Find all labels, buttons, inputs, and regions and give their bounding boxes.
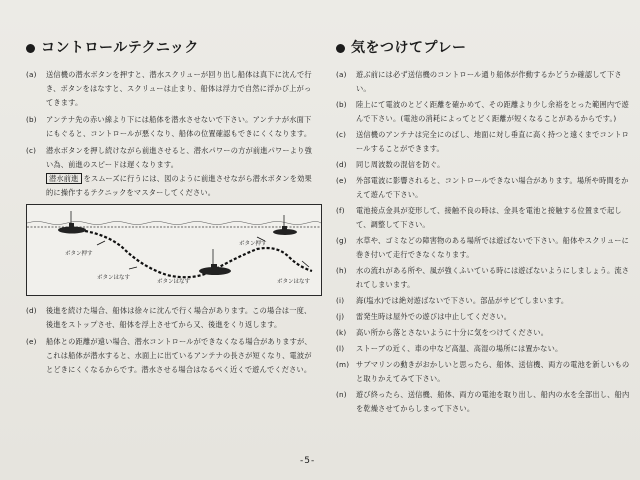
item-marker: (e) bbox=[336, 176, 347, 185]
safety-list bbox=[336, 68, 630, 416]
item-marker: (n) bbox=[336, 390, 347, 399]
list-item bbox=[336, 342, 630, 356]
item-text: 電池接点金具が変形して、接触不良の時は、金具を電池と接触する位置まで起して、調整して下さい。 bbox=[356, 206, 622, 229]
item-marker: (g) bbox=[336, 236, 347, 245]
item-text: 船体との距離が遠い場合、潜水コントロールができなくなる場合がありますが、これは船体が潜水すると、水面上に出ているアンテナの長さが短くなり、電波がとどきにくくなるからです。潜水させる場合はなるべく近くで遊んでください。 bbox=[46, 337, 312, 374]
item-text: 送信機の潜水ボタンを押すと、潜水スクリューが回り出し船体は真下に沈んで行き、ボタンをはなすと、スクリューは止まり、船体は浮力で自然に浮かび上がってきます。 bbox=[46, 70, 312, 107]
submarine-icon bbox=[58, 211, 86, 234]
submarine-icon bbox=[273, 215, 297, 235]
item-marker: (i) bbox=[336, 296, 345, 305]
item-text: 同じ周波数の混信を防ぐ。 bbox=[356, 160, 445, 169]
list-item bbox=[336, 234, 630, 262]
item-marker: (k) bbox=[336, 328, 347, 337]
item-text: 水草や、ゴミなどの障害物のある場所では遊ばないで下さい。船体やスクリューに巻き付いて走行できなくなります。 bbox=[356, 236, 629, 259]
submarine-icon bbox=[199, 249, 231, 275]
item-text: 外部電波に影響されると、コントロールできない場合があります。場所や時間をかえて遊んで下さい。 bbox=[356, 176, 629, 199]
boxed-term: 潜水前進 bbox=[46, 173, 82, 184]
list-item bbox=[336, 294, 630, 308]
item-marker: (b) bbox=[26, 115, 37, 124]
item-marker: (h) bbox=[336, 266, 347, 275]
list-item bbox=[336, 174, 630, 202]
item-marker: (c) bbox=[26, 146, 37, 155]
item-marker: (d) bbox=[26, 306, 37, 315]
item-marker: (a) bbox=[26, 70, 37, 79]
item-text: 高い所から落とさないように十分に気をつけてください。 bbox=[356, 328, 549, 337]
item-text: 雷発生時は屋外での遊びは中止してください。 bbox=[356, 312, 512, 321]
section-heading-control bbox=[26, 38, 316, 58]
item-text: 遊び終ったら、送信機、船体、両方の電池を取り出し、船内の水を全部出し、船内を乾燥させてからしまって下さい。 bbox=[356, 390, 630, 413]
item-text: 海(塩水)では絶対遊ばないで下さい。部品がサビてしまいます。 bbox=[356, 296, 569, 305]
list-item bbox=[336, 204, 630, 232]
diagram-label: ボタンはなす bbox=[157, 279, 191, 285]
item-text: ストーブの近く、車の中など高温、高湿の場所には置かない。 bbox=[356, 344, 563, 353]
item-marker: (a) bbox=[336, 70, 347, 79]
diagram-label: ボタン押す bbox=[239, 241, 267, 247]
item-text: 水の流れがある所や、風が強くふいている時には遊ばないようにしましょう。流されてしまいます。 bbox=[356, 266, 630, 289]
list-item bbox=[336, 158, 630, 172]
item-marker: (l) bbox=[336, 344, 345, 353]
list-item bbox=[26, 304, 316, 332]
list-item bbox=[26, 335, 316, 377]
item-marker: (c) bbox=[336, 130, 347, 139]
item-text: アンテナ先の赤い線より下には船体を潜水させないで下さい。アンテナが水面下にもぐると、コントロールが悪くなり、船体の位置確認もできにくくなります。 bbox=[46, 115, 312, 138]
play-safely-section bbox=[336, 38, 630, 418]
list-item bbox=[336, 326, 630, 340]
list-item bbox=[26, 68, 316, 110]
heading-text: 気をつけてプレー bbox=[351, 40, 467, 56]
item-marker: (j) bbox=[336, 312, 345, 321]
diagram-label: ボタン押す bbox=[65, 251, 93, 257]
list-item bbox=[26, 113, 316, 141]
item-marker: (e) bbox=[26, 337, 37, 346]
bullet-icon bbox=[26, 44, 35, 53]
dive-technique-diagram bbox=[26, 204, 322, 296]
list-item bbox=[336, 388, 630, 416]
list-item bbox=[26, 144, 316, 200]
item-text: サブマリンの動きがおかしいと思ったら、船体、送信機、両方の電池を新しいものと取りかえてみて下さい。 bbox=[356, 360, 630, 383]
item-text: 送信機のアンテナは完全にのばし、地面に対し垂直に高く持つと遠くまでコントロールすることができます。 bbox=[356, 130, 630, 153]
bullet-icon bbox=[336, 44, 345, 53]
list-item bbox=[336, 264, 630, 292]
control-technique-section bbox=[26, 38, 316, 380]
section-heading-safety bbox=[336, 38, 630, 58]
list-item bbox=[336, 98, 630, 126]
item-text: 後進を続けた場合、船体は徐々に沈んで行く場合があります。この場合は一度、後進をストップさせ、船体を浮上させてから又、後進をくり返します。 bbox=[46, 306, 312, 329]
item-marker: (b) bbox=[336, 100, 347, 109]
item-text: 遊ぶ前には必ず送信機のコントロール通り船体が作動するかどうか確認して下さい。 bbox=[356, 70, 622, 93]
diagram-label: ボタンはなす bbox=[97, 275, 131, 281]
item-marker: (d) bbox=[336, 160, 347, 169]
list-item bbox=[336, 68, 630, 96]
item-text: 陸上にて電波のとどく距離を確かめて、その距離より少し余裕をとった範囲内で遊んで下さい。(電池の消耗によってとどく距離が短くなることがあるからです。) bbox=[356, 100, 630, 123]
diagram-label: ボタンはなす bbox=[277, 279, 311, 285]
heading-text: コントロールテクニック bbox=[41, 40, 199, 56]
list-item bbox=[336, 310, 630, 324]
list-item bbox=[336, 358, 630, 386]
page-number: -5- bbox=[300, 456, 316, 466]
item-text: をスムーズに行うには、図のように前進させながら潜水ボタンを効果的に操作するテクニックをマスターしてください。 bbox=[46, 174, 312, 197]
item-marker: (m) bbox=[336, 360, 350, 369]
item-marker: (f) bbox=[336, 206, 345, 215]
item-text: 潜水ボタンを押し続けながら前進させると、潜水パワーの方が前進パワーより強い為、前進のスピードは遅くなります。 bbox=[46, 146, 312, 169]
list-item bbox=[336, 128, 630, 156]
